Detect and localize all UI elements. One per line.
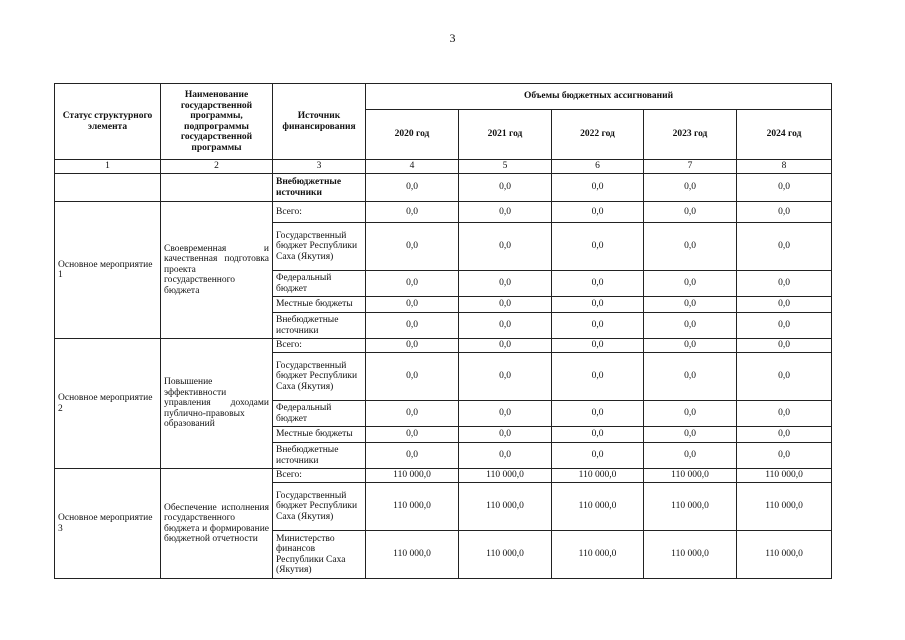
value-cell: 0,0 <box>366 223 459 271</box>
value-cell: 0,0 <box>366 401 459 427</box>
value-cell: 0,0 <box>644 202 737 223</box>
value-cell: 0,0 <box>459 223 552 271</box>
value-cell: 0,0 <box>366 443 459 469</box>
source-cell: Государственный бюджет Республики Саха (Якутия) <box>273 223 366 271</box>
value-cell: 110 000,0 <box>459 531 552 579</box>
value-cell: 0,0 <box>644 297 737 313</box>
value-cell: 0,0 <box>737 427 832 443</box>
value-cell: 0,0 <box>459 202 552 223</box>
value-cell: 0,0 <box>459 271 552 297</box>
value-cell: 0,0 <box>552 271 644 297</box>
header-year: 2022 год <box>552 110 644 160</box>
source-cell: Всего: <box>273 469 366 483</box>
value-cell: 0,0 <box>644 271 737 297</box>
value-cell: 0,0 <box>366 174 459 202</box>
value-cell: 0,0 <box>552 313 644 339</box>
value-cell: 110 000,0 <box>366 469 459 483</box>
header-name: Наименование государственной программы, подпрограммы государственной программы <box>161 84 273 160</box>
value-cell: 0,0 <box>366 353 459 401</box>
column-number: 4 <box>366 160 459 174</box>
value-cell: 0,0 <box>459 339 552 353</box>
name-cell: Обеспечение исполнения государственного бюджета и формирование бюджетной отчетности <box>161 469 273 579</box>
value-cell: 0,0 <box>459 353 552 401</box>
value-cell: 110 000,0 <box>644 483 737 531</box>
value-cell: 0,0 <box>552 443 644 469</box>
value-cell: 0,0 <box>459 401 552 427</box>
header-volumes: Объемы бюджетных ассигнований <box>366 84 832 110</box>
source-cell: Государственный бюджет Республики Саха (Якутия) <box>273 353 366 401</box>
header-year: 2023 год <box>644 110 737 160</box>
column-number: 5 <box>459 160 552 174</box>
value-cell: 0,0 <box>644 427 737 443</box>
value-cell: 0,0 <box>644 223 737 271</box>
value-cell: 110 000,0 <box>459 483 552 531</box>
value-cell: 0,0 <box>366 297 459 313</box>
source-cell: Федеральный бюджет <box>273 271 366 297</box>
value-cell: 0,0 <box>644 401 737 427</box>
source-cell: Внебюджетные источники <box>273 443 366 469</box>
budget-table <box>54 83 832 579</box>
header-year: 2020 год <box>366 110 459 160</box>
value-cell: 0,0 <box>366 202 459 223</box>
header-year: 2024 год <box>737 110 832 160</box>
value-cell: 0,0 <box>459 174 552 202</box>
value-cell: 0,0 <box>737 271 832 297</box>
column-number: 6 <box>552 160 644 174</box>
value-cell: 110 000,0 <box>737 469 832 483</box>
value-cell: 0,0 <box>459 443 552 469</box>
source-cell: Государственный бюджет Республики Саха (Якутия) <box>273 483 366 531</box>
value-cell: 0,0 <box>644 339 737 353</box>
header-year: 2021 год <box>459 110 552 160</box>
column-number: 7 <box>644 160 737 174</box>
value-cell: 110 000,0 <box>552 469 644 483</box>
header-source: Источник финансирования <box>273 84 366 160</box>
value-cell: 0,0 <box>459 313 552 339</box>
value-cell: 0,0 <box>366 271 459 297</box>
status-cell: Основное мероприятие 3 <box>55 469 161 579</box>
value-cell: 0,0 <box>737 297 832 313</box>
source-cell: Федеральный бюджет <box>273 401 366 427</box>
value-cell: 110 000,0 <box>366 483 459 531</box>
value-cell: 0,0 <box>737 339 832 353</box>
value-cell: 0,0 <box>552 353 644 401</box>
value-cell: 0,0 <box>737 401 832 427</box>
status-cell: Основное мероприятие 1 <box>55 202 161 339</box>
name-cell: Своевременная и качественная подготовка проекта государственного бюджета <box>161 202 273 339</box>
source-cell: Внебюджетные источники <box>273 174 366 202</box>
value-cell: 0,0 <box>644 353 737 401</box>
table-row <box>55 202 832 223</box>
value-cell: 0,0 <box>737 313 832 339</box>
value-cell: 0,0 <box>644 313 737 339</box>
value-cell: 0,0 <box>366 313 459 339</box>
source-cell: Министерство финансов Республики Саха (Якутия) <box>273 531 366 579</box>
source-cell: Всего: <box>273 202 366 223</box>
value-cell: 0,0 <box>552 401 644 427</box>
value-cell: 0,0 <box>552 297 644 313</box>
table-row <box>55 469 832 483</box>
status-cell: Основное мероприятие 2 <box>55 339 161 469</box>
value-cell: 0,0 <box>552 174 644 202</box>
value-cell: 0,0 <box>552 202 644 223</box>
header-status: Статус структурного элемента <box>55 84 161 160</box>
value-cell: 0,0 <box>737 223 832 271</box>
value-cell: 110 000,0 <box>644 531 737 579</box>
column-number-row <box>55 160 832 174</box>
name-cell: Повышение эффективности управления доходами публично-правовых образований <box>161 339 273 469</box>
value-cell: 0,0 <box>737 443 832 469</box>
column-number: 8 <box>737 160 832 174</box>
name-cell <box>161 174 273 202</box>
value-cell: 0,0 <box>737 174 832 202</box>
value-cell: 0,0 <box>644 443 737 469</box>
value-cell: 110 000,0 <box>737 531 832 579</box>
value-cell: 0,0 <box>644 174 737 202</box>
table-row <box>55 339 832 353</box>
value-cell: 110 000,0 <box>552 483 644 531</box>
status-cell <box>55 174 161 202</box>
column-number: 3 <box>273 160 366 174</box>
value-cell: 0,0 <box>552 427 644 443</box>
value-cell: 0,0 <box>737 202 832 223</box>
column-number: 2 <box>161 160 273 174</box>
value-cell: 110 000,0 <box>459 469 552 483</box>
source-cell: Местные бюджеты <box>273 427 366 443</box>
source-cell: Всего: <box>273 339 366 353</box>
value-cell: 110 000,0 <box>644 469 737 483</box>
value-cell: 0,0 <box>366 339 459 353</box>
value-cell: 0,0 <box>737 353 832 401</box>
value-cell: 0,0 <box>552 223 644 271</box>
value-cell: 0,0 <box>366 427 459 443</box>
table-row <box>55 174 832 202</box>
page-number: 3 <box>449 31 456 45</box>
value-cell: 0,0 <box>459 297 552 313</box>
value-cell: 110 000,0 <box>366 531 459 579</box>
value-cell: 0,0 <box>459 427 552 443</box>
value-cell: 110 000,0 <box>737 483 832 531</box>
source-cell: Внебюджетные источники <box>273 313 366 339</box>
value-cell: 0,0 <box>552 339 644 353</box>
value-cell: 110 000,0 <box>552 531 644 579</box>
source-cell: Местные бюджеты <box>273 297 366 313</box>
column-number: 1 <box>55 160 161 174</box>
